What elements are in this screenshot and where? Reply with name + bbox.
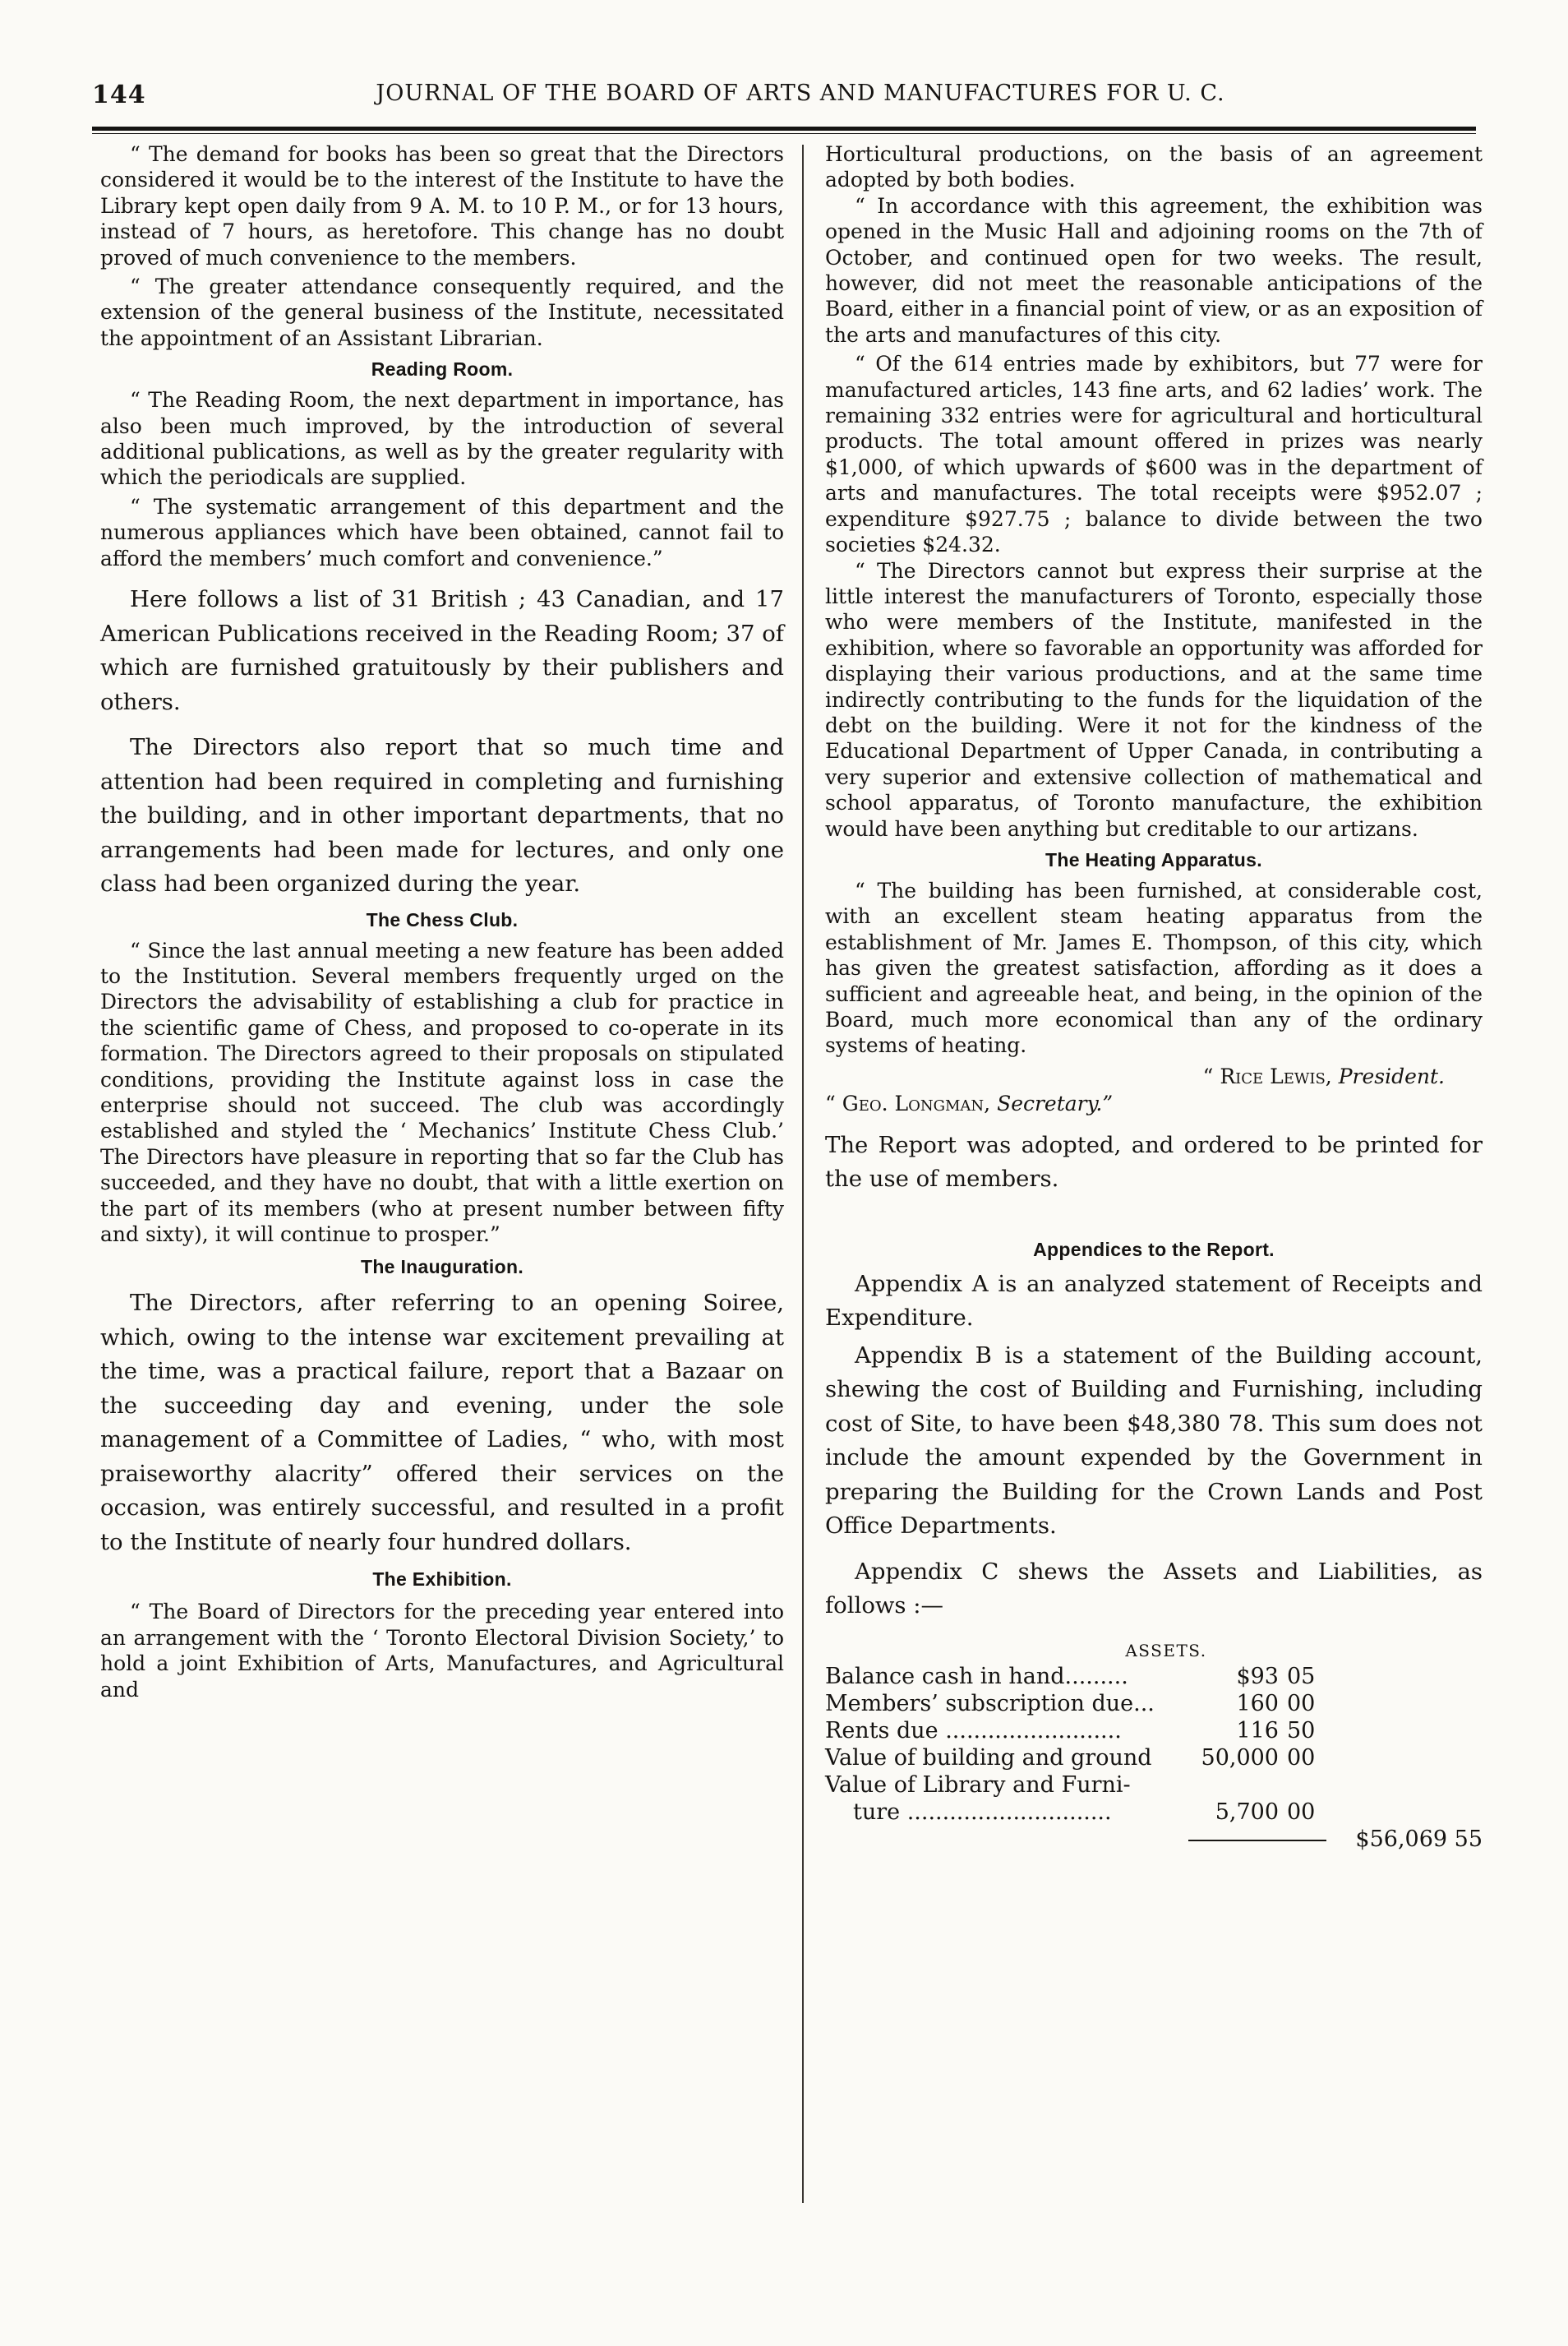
paragraph-heating: “ The building has been furnished, at considerable cost, with an excellent steam heating apparatus from the establishment of Mr. James E. Thompson, of this city, which has given the greatest satisfaction, affording as it does a sufficient and agreeable heat, and being, in the opinion of the Board, much more economical than any of the ordinary systems of heating.	[825, 878, 1483, 1058]
assets-row	[825, 1799, 1483, 1826]
asset-label: Value of Library and Furni-	[825, 1771, 1131, 1798]
running-title: JOURNAL OF THE BOARD OF ARTS AND MANUFACTURES FOR U. C.	[376, 81, 1225, 106]
heading-reading-room: Reading Room.	[371, 358, 514, 381]
assets-total: $56,069 55	[1355, 1826, 1483, 1852]
right-column	[825, 141, 1483, 1855]
paragraph-library-hours: “ The demand for books has been so great that the Directors considered it would be to the interest of the Institute to have the Library kept open daily from 9 A. M. to 10 P. M., or for 13 hours, instead of 7 hours, as heretofore. This change has no doubt proved of much convenience to the members.	[100, 142, 784, 270]
asset-dollars: 160	[1236, 1690, 1279, 1716]
paragraph-entries: “ Of the 614 entries made by exhibitors, but 77 were for manufactured articles, 143 fine arts, and 62 ladies’ work. The remaining 332 entries were for agricultural and horticultural products. The total amount offered in prizes was nearly $1,000, of which upwards of $600 was in the department of arts and manufactures. The total receipts were $952.07 ; expenditure $927.75 ; balance to divide between the two societies $24.32.	[825, 352, 1483, 557]
paragraph-inauguration: The Directors, after referring to an opening Soiree, which, owing to the intense war excitement prevailing at the time, was a practical failure, report that a Bazaar on the succeeding day and evening, under the sole management of a Committee of Ladies, “ who, with most praiseworthy alacrity” offered their services on the occasion, was entirely successful, and resulted in a profit to the Institute of nearly four hundred dollars.	[100, 1290, 784, 1555]
paragraph-directors-surprise: “ The Directors cannot but express their surprise at the little interest the manufacturers of Toronto, especially those who were members of the Institute, manifested in the exhibition, where so favorable an opportunity was afforded for displaying their various productions, and at the same time indirectly contributing to the funds for the liquidation of the debt on the building. Were it not for the kindness of the Educational Department of Upper Canada, in contributing a very superior and extensive collection of mathematical and school apparatus, of Toronto manufacture, the exhibition would have been anything but creditable to our artizans.	[825, 558, 1483, 841]
signature-secretary-quote: “	[825, 1092, 842, 1116]
heading-exhibition: The Exhibition.	[372, 1568, 512, 1591]
asset-cents: 05	[1287, 1663, 1316, 1689]
paragraph-assistant-librarian: “ The greater attendance consequently required, and the extension of the general business of the Institute, necessitated the appointment of an Assistant Librarian.	[100, 275, 784, 350]
paragraph-publications-list: Here follows a list of 31 British ; 43 Canadian, and 17 American Publications received in the Reading Room; 37 of which are furnished gratuitously by their publishers and others.	[100, 586, 784, 715]
asset-label: Value of building and ground	[825, 1744, 1152, 1771]
assets-row	[825, 1663, 1483, 1690]
heading-inauguration: The Inauguration.	[360, 1256, 524, 1278]
assets-caption: ASSETS.	[1125, 1640, 1207, 1660]
assets-row	[825, 1690, 1483, 1717]
paragraph-report-adopted: The Report was adopted, and ordered to be printed for the use of members.	[825, 1131, 1483, 1193]
asset-dollars: 5,700	[1215, 1799, 1279, 1825]
paragraph-lectures: The Directors also report that so much time and attention had been required in completing and furnishing the building, and in other important departments, that no arrangements had been made for lectures, and only one class had been organized during the year.	[100, 734, 784, 898]
asset-cents: 50	[1287, 1717, 1316, 1743]
paragraph-appendix-a: Appendix A is an analyzed statement of Receipts and Expenditure.	[825, 1270, 1483, 1332]
left-column	[100, 141, 784, 1702]
paragraph-appendix-c: Appendix C shews the Assets and Liabilities, as follows :—	[825, 1558, 1483, 1619]
paragraph-reading-room-arrangement: “ The systematic arrangement of this department and the numerous appliances which have been obtained, cannot fail to afford the members’ much comfort and convenience.”	[100, 494, 784, 570]
heading-chess-club: The Chess Club.	[366, 908, 519, 931]
asset-cents: 00	[1287, 1690, 1316, 1716]
asset-label: Members’ subscription due...	[825, 1690, 1155, 1716]
heading-heating-apparatus: The Heating Apparatus.	[1045, 848, 1262, 871]
assets-row	[825, 1771, 1483, 1799]
signature-secretary-title: Secretary.”	[997, 1092, 1114, 1116]
signature-president	[825, 1064, 1483, 1089]
asset-dollars: $93	[1236, 1663, 1279, 1689]
header-rule-thin	[92, 133, 1476, 134]
asset-label: Rents due .........................	[825, 1717, 1122, 1743]
signature-president-quote: “	[1202, 1064, 1220, 1088]
paragraph-exhibition-intro: “ The Board of Directors for the preceding year entered into an arrangement with the ‘ Toronto Electoral Division Society,’ to hold a joint Exhibition of Arts, Manufactures, and Agricultural and	[100, 1600, 784, 1702]
assets-total-row	[825, 1826, 1483, 1855]
signature-secretary-name: Geo. Longman,	[842, 1092, 991, 1116]
column-divider	[802, 145, 804, 2203]
header-rule-thick	[92, 127, 1476, 131]
paragraph-appendix-b: Appendix B is a statement of the Building account, shewing the cost of Building and Furnishing, including cost of Site, to have been $48,380 78. This sum does not include the amount expended by the Government in preparing the Building for the Crown Lands and Post Office Departments.	[825, 1342, 1483, 1540]
paragraph-exhibition-opened: “ In accordance with this agreement, the exhibition was opened in the Music Hall and adjoining rooms on the 7th of October, and continued open for two weeks. The result, however, did not meet the reasonable anticipations of the Board, either in a financial point of view, or as an exposition of the arts and manufactures of this city.	[825, 193, 1483, 347]
signature-president-title: President.	[1338, 1064, 1445, 1088]
paragraph-reading-room: “ The Reading Room, the next department in importance, has also been much improved, by the introduction of several additional publications, as well as by the greater regularity with which the periodicals are supplied.	[100, 388, 784, 490]
page-number: 144	[92, 81, 146, 109]
assets-row	[825, 1744, 1483, 1771]
page-header	[92, 81, 1476, 113]
signature-president-name: Rice Lewis,	[1220, 1064, 1332, 1088]
assets-total-dash	[1188, 1840, 1326, 1841]
assets-row	[825, 1717, 1483, 1744]
asset-cents: 00	[1287, 1799, 1316, 1825]
heading-appendices: Appendices to the Report.	[1033, 1238, 1275, 1260]
paragraph-chess-club: “ Since the last annual meeting a new feature has been added to the Institution. Several members frequently urged on the Directors the advisability of establishing a club for practice in the scientific game of Chess, and proposed to co-operate in its formation. The Directors agreed to their proposals on stipulated conditions, providing the Institute against loss in case the enterprise should not succeed. The club was accordingly established and styled the ‘ Mechanics’ Institute Chess Club.’ The Directors have pleasure in reporting that so far the Club has succeeded, and they have no doubt, that with a little exertion on the part of its members (who at present number between fifty and sixty), it will continue to prosper.”	[100, 938, 784, 1247]
asset-cents: 00	[1287, 1744, 1316, 1771]
assets-table	[825, 1663, 1483, 1855]
asset-label: ture .............................	[853, 1799, 1112, 1825]
paragraph-horticultural: Horticultural productions, on the basis of an agreement adopted by both bodies.	[825, 142, 1483, 192]
asset-dollars: 116	[1236, 1717, 1279, 1743]
asset-dollars: 50,000	[1201, 1744, 1279, 1771]
asset-label: Balance cash in hand.........	[825, 1663, 1128, 1689]
signature-secretary	[825, 1091, 1483, 1116]
